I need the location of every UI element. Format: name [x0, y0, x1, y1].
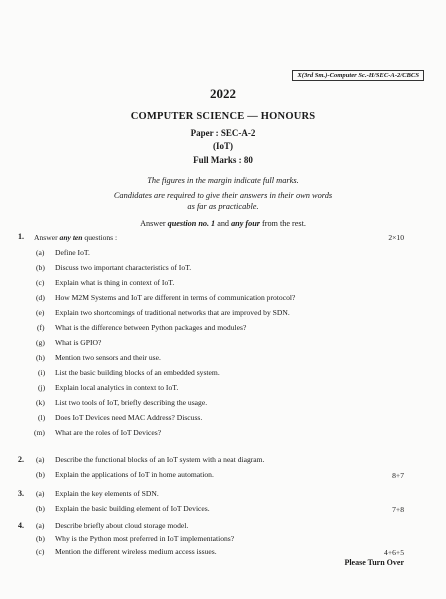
q4-marks: 4+6+5	[384, 548, 404, 557]
q1-item-label: (k)	[36, 398, 45, 407]
q4-item-text: Why is the Python most preferred in IoT implementations?	[55, 534, 235, 543]
q1-marks: 2×10	[388, 233, 404, 242]
q2-item-text: Describe the functional blocks of an IoT system with a neat diagram.	[55, 455, 265, 464]
q4-item-label: (b)	[36, 534, 45, 543]
q1-item-text: Explain two shortcomings of traditional networks that are improved by SDN.	[55, 308, 290, 317]
q1-item-label: (g)	[36, 338, 45, 347]
q1-item-label: (i)	[38, 368, 46, 377]
q1-item-text: What is the difference between Python packages and modules?	[55, 323, 247, 332]
q1-item-text: What are the roles of IoT Devices?	[55, 428, 162, 437]
q2-item-text: Explain the applications of IoT in home automation.	[55, 470, 214, 479]
q1-item-text: List two tools of IoT, briefly describing the usage.	[55, 398, 208, 407]
q1-item-label: (d)	[36, 293, 45, 302]
q1-item-text: Explain local analytics in context to IoT.	[55, 383, 179, 392]
candidates-note-line2: as far as practicable.	[187, 202, 259, 211]
q3-marks: 7+8	[392, 505, 404, 514]
instruction-any: any four	[231, 219, 260, 228]
q1-item-label: (a)	[36, 248, 45, 257]
q1-item-label: (e)	[36, 308, 45, 317]
margin-note: The figures in the margin indicate full marks.	[147, 176, 299, 185]
q1-item-label: (l)	[38, 413, 46, 422]
q1-item-label: (h)	[36, 353, 45, 362]
q3-item-label: (b)	[36, 504, 45, 513]
q1-item-label: (m)	[34, 428, 45, 437]
exam-year: 2022	[210, 86, 236, 101]
q4-item-text: Describe briefly about cloud storage model.	[55, 521, 189, 530]
q3-item-label: (a)	[36, 489, 45, 498]
q2-number: 2.	[18, 455, 24, 464]
q4-item-label: (a)	[36, 521, 45, 530]
candidates-note-line1: Candidates are required to give their answers in their own words	[113, 191, 333, 200]
q2-item-label: (b)	[36, 470, 45, 479]
q4-item-label: (c)	[36, 547, 45, 556]
q1-item-text: Define IoT.	[55, 248, 90, 257]
instruction-pre: Answer	[140, 219, 168, 228]
q1-item-label: (b)	[36, 263, 45, 272]
q1-item-text: List the basic building blocks of an embedded system.	[55, 368, 220, 377]
q1-item-text: Mention two sensors and their use.	[55, 353, 161, 362]
instruction-question: question no. 1	[167, 219, 216, 228]
subject-title: COMPUTER SCIENCE — HONOURS	[130, 111, 316, 122]
q3-item-text: Explain the basic building element of IoT Devices.	[55, 504, 210, 513]
q2-marks: 8+7	[392, 471, 404, 480]
q4-item-text: Mention the different wireless medium access issues.	[55, 547, 217, 556]
q3-item-text: Explain the key elements of SDN.	[55, 489, 159, 498]
q1-item-label: (c)	[36, 278, 45, 287]
q1-item-text: How M2M Systems and IoT are different in terms of communication protocol?	[55, 293, 296, 302]
q1-lead-any: any ten	[59, 233, 83, 242]
answer-instruction	[0, 219, 446, 228]
q1-item-label: (j)	[38, 383, 46, 392]
q1-lead	[34, 233, 117, 242]
q3-number: 3.	[18, 489, 24, 498]
q1-item-label: (f)	[37, 323, 45, 332]
full-marks: Full Marks : 80	[193, 155, 253, 165]
instruction-post: from the rest.	[259, 219, 306, 228]
please-turn-over: Please Turn Over	[344, 558, 404, 567]
paper-name: Paper : SEC-A-2	[190, 128, 256, 138]
q1-lead-post: questions :	[82, 233, 118, 242]
q1-lead-pre: Answer	[34, 233, 60, 242]
q1-item-text: Does IoT Devices need MAC Address? Discuss.	[55, 413, 203, 422]
q2-item-label: (a)	[36, 455, 45, 464]
paper-topic: (IoT)	[213, 141, 233, 151]
paper-code: X(3rd Sm.)-Computer Sc.-H/SEC-A-2/CBCS	[292, 70, 424, 81]
q4-number: 4.	[18, 521, 24, 530]
q1-item-text: Discuss two important characteristics of IoT.	[55, 263, 192, 272]
instruction-mid: and	[215, 219, 232, 228]
q1-item-text: What is GPIO?	[55, 338, 102, 347]
q1-item-text: Explain what is thing in context of IoT.	[55, 278, 175, 287]
q1-number: 1.	[18, 232, 24, 241]
